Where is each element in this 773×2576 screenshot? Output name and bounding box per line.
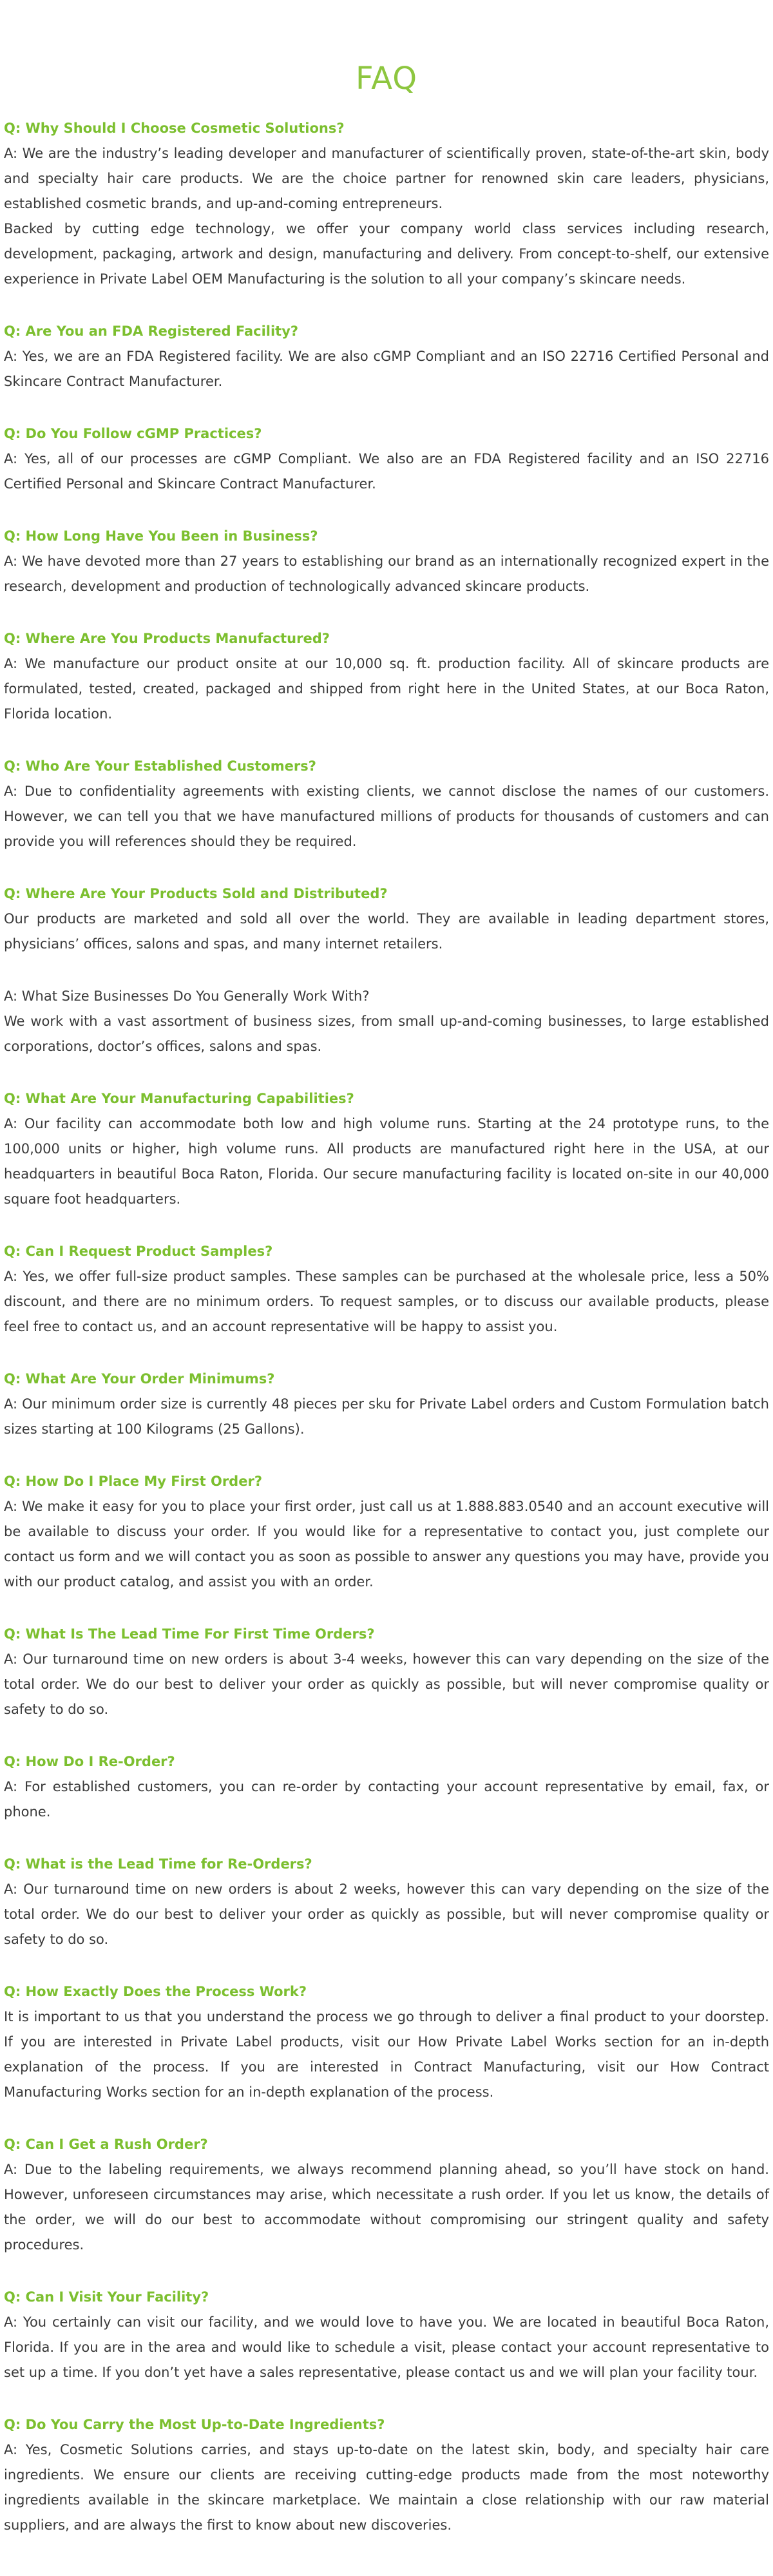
faq-item bbox=[4, 2285, 769, 2385]
faq-item bbox=[4, 2132, 769, 2258]
faq-question: Q: How Do I Place My First Order? bbox=[4, 1474, 262, 1489]
faq-answer: A: Yes, all of our processes are cGMP Compliant. We also are an FDA Registered facility and an ISO 22716 Certified Personal and Skincare Contract Manufacturer. bbox=[4, 451, 769, 492]
faq-answer: A: Our facility can accommodate both low and high volume runs. Starting at the 24 prototype runs, to the 100,000 units or higher, high volume runs. All products are manufactured right here in the USA, at our headquarters in beautiful Boca Raton, Florida. Our secure manufacturing facility is located on-site in our 40,000 square foot headquarters. bbox=[4, 1116, 769, 1207]
faq-question: Q: Can I Visit Your Facility? bbox=[4, 2289, 209, 2305]
faq-answer: A: You certainly can visit our facility, and we would love to have you. We are located in beautiful Boca Raton, Florida. If you are in the area and would like to schedule a visit, please contact your account representative to set up a time. If you don’t yet have a sales representative, please contact us and we will plan your facility tour. bbox=[4, 2314, 769, 2380]
faq-question: Q: Who Are Your Established Customers? bbox=[4, 758, 316, 774]
faq-page bbox=[4, 0, 769, 2538]
faq-question: Q: Why Should I Choose Cosmetic Solutions? bbox=[4, 120, 345, 136]
faq-answer: Backed by cutting edge technology, we offer your company world class services including research, development, packaging, artwork and design, manufacturing and delivery. From concept-to-shelf, our extensive experience in Private Label OEM Manufacturing is the solution to all your company’s skincare needs. bbox=[4, 221, 769, 287]
faq-question: Q: Can I Get a Rush Order? bbox=[4, 2137, 208, 2152]
faq-question: Q: How Long Have You Been in Business? bbox=[4, 528, 318, 544]
faq-answer: We work with a vast assortment of business sizes, from small up-and-coming businesses, to large established corporations, doctor’s offices, salons and spas. bbox=[4, 1014, 769, 1054]
faq-list bbox=[4, 116, 769, 2538]
faq-answer: It is important to us that you understand the process we go through to deliver a final product to your doorstep. If you are interested in Private Label products, visit our How Private Label Works section for an in-depth explanation of the process. If you are interested in Contract Manufacturing, visit our How Contract Manufacturing Works section for an in-depth explanation of the process. bbox=[4, 2009, 769, 2100]
faq-question: Q: Where Are You Products Manufactured? bbox=[4, 631, 330, 646]
faq-question: Q: How Exactly Does the Process Work? bbox=[4, 1984, 307, 1999]
faq-answer: A: We are the industry’s leading developer and manufacturer of scientifically proven, state-of-the-art skin, body and specialty hair care products. We are the choice partner for renowned skin care leaders, physicians, established cosmetic brands, and up-and-coming entrepreneurs. bbox=[4, 146, 769, 211]
faq-question: Q: What is the Lead Time for Re-Orders? bbox=[4, 1856, 312, 1872]
faq-item bbox=[4, 1239, 769, 1340]
faq-item bbox=[4, 754, 769, 854]
faq-answer: Our products are marketed and sold all over the world. They are available in leading department stores, physicians’ offices, salons and spas, and many internet retailers. bbox=[4, 911, 769, 952]
faq-answer: A: Yes, we are an FDA Registered facility. We are also cGMP Compliant and an ISO 22716 Certified Personal and Skincare Contract Manufacturer. bbox=[4, 349, 769, 389]
faq-answer: A: We manufacture our product onsite at our 10,000 sq. ft. production facility. All of skincare products are formulated, tested, created, packaged and shipped from right here in the United States, at our Boca Raton, Florida location. bbox=[4, 656, 769, 722]
faq-answer: A: We have devoted more than 27 years to establishing our brand as an internationally recognized expert in the research, development and production of technologically advanced skincare products. bbox=[4, 553, 769, 594]
faq-answer: A: Our minimum order size is currently 48 pieces per sku for Private Label orders and Custom Formulation batch sizes starting at 100 Kilograms (25 Gallons). bbox=[4, 1396, 769, 1437]
faq-answer: A: We make it easy for you to place your first order, just call us at 1.888.883.0540 and an account executive will be available to discuss your order. If you would like for a representative to contact you, just complete our contact us form and we will contact you as soon as possible to answer any questions you may have, provide you with our product catalog, and assist you with an order. bbox=[4, 1499, 769, 1590]
faq-item bbox=[4, 1749, 769, 1825]
faq-item bbox=[4, 1367, 769, 1442]
faq-answer: A: Due to confidentiality agreements with existing clients, we cannot disclose the names of our customers. However, we can tell you that we have manufactured millions of products for thousands of customers and can provide you will references should they be required. bbox=[4, 783, 769, 849]
faq-question: Q: How Do I Re-Order? bbox=[4, 1754, 175, 1769]
faq-question: Q: What Are Your Order Minimums? bbox=[4, 1371, 275, 1387]
faq-item bbox=[4, 626, 769, 727]
faq-answer: A: Our turnaround time on new orders is about 2 weeks, however this can vary depending on the size of the total order. We do our best to deliver your order as quickly as possible, but will never compromise quality or safety to do so. bbox=[4, 1881, 769, 1947]
page-title: FAQ bbox=[356, 61, 417, 97]
faq-question: Q: Where Are Your Products Sold and Distributed? bbox=[4, 886, 388, 901]
faq-item bbox=[4, 1979, 769, 2105]
faq-item bbox=[4, 1086, 769, 1212]
faq-item bbox=[4, 984, 769, 1059]
faq-item bbox=[4, 2412, 769, 2538]
faq-item bbox=[4, 524, 769, 599]
faq-question: Q: What Are Your Manufacturing Capabilities? bbox=[4, 1091, 354, 1106]
faq-question: Q: Do You Follow cGMP Practices? bbox=[4, 426, 262, 441]
faq-question: A: What Size Businesses Do You Generally Work With? bbox=[4, 988, 370, 1004]
faq-answer: A: Yes, Cosmetic Solutions carries, and stays up-to-date on the latest skin, body, and specialty hair care ingredients. We ensure our clients are receiving cutting-edge products made from the most noteworthy ingredients available in the skincare marketplace. We maintain a close relationship with our raw material suppliers, and are always the first to know about new discoveries. bbox=[4, 2442, 769, 2533]
faq-answer: A: Yes, we offer full-size product samples. These samples can be purchased at the wholesale price, less a 50% discount, and there are no minimum orders. To request samples, or to discuss our available products, please feel free to contact us, and an account representative will be happy to assist you. bbox=[4, 1269, 769, 1334]
faq-question: Q: What Is The Lead Time For First Time Orders? bbox=[4, 1626, 375, 1642]
faq-item bbox=[4, 319, 769, 394]
faq-item bbox=[4, 421, 769, 497]
faq-answer: A: For established customers, you can re-order by contacting your account representative by email, fax, or phone. bbox=[4, 1779, 769, 1820]
faq-answer: A: Due to the labeling requirements, we always recommend planning ahead, so you’ll have stock on hand. However, unforeseen circumstances may arise, which necessitate a rush order. If you let us know, the details of the order, we will do our best to accommodate without compromising our stringent quality and safety procedures. bbox=[4, 2162, 769, 2253]
faq-item bbox=[4, 1469, 769, 1595]
faq-question: Q: Can I Request Product Samples? bbox=[4, 1244, 273, 1259]
faq-item bbox=[4, 116, 769, 292]
faq-item bbox=[4, 1622, 769, 1722]
faq-item bbox=[4, 1852, 769, 1952]
faq-item bbox=[4, 881, 769, 957]
faq-question: Q: Are You an FDA Registered Facility? bbox=[4, 323, 299, 339]
faq-answer: A: Our turnaround time on new orders is about 3-4 weeks, however this can vary depending on the size of the total order. We do our best to deliver your order as quickly as possible, but will never compromise quality or safety to do so. bbox=[4, 1651, 769, 1717]
faq-question: Q: Do You Carry the Most Up-to-Date Ingredients? bbox=[4, 2417, 385, 2432]
